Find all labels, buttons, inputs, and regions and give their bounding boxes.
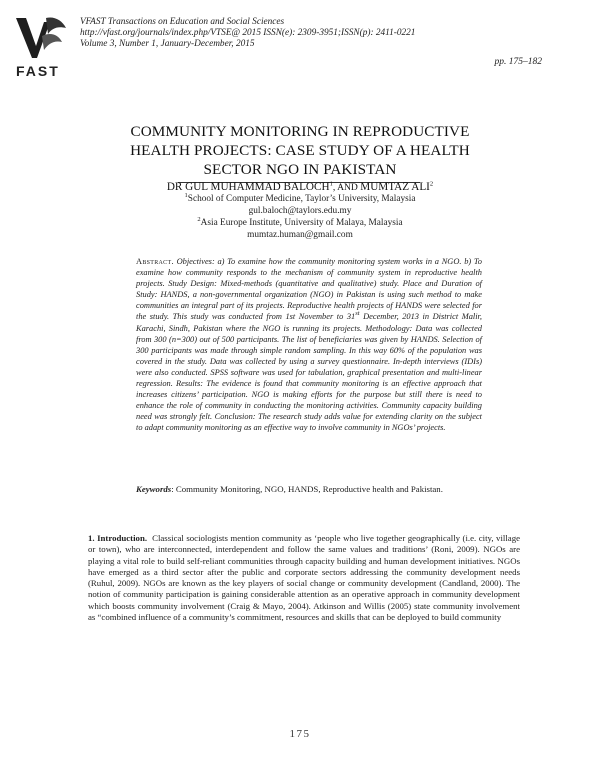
affiliation-2: $^2$Asia Europe Institute, University of Malaya, Malaysia xyxy=(197,215,403,228)
page-number: 175 xyxy=(289,728,311,740)
affiliation-1-email[interactable]: gul.baloch@taylors.edu.my xyxy=(248,206,352,216)
title-line-1: COMMUNITY MONITORING IN REPRODUCTIVE xyxy=(130,123,470,140)
affiliation-1: $^1$School of Computer Medicine, Taylor’s University, Malaysia xyxy=(184,191,416,204)
vfast-logo xyxy=(12,14,72,80)
abstract-text: Objectives: a) To examine how the community monitoring system works in a NGO. b) To examine how community responds to the mechanism of community system in reproductive health projects. Study Design: Mixed-methods (quantitative and qualitative) study. Place and Duration of Study: HANDS, a non-governmental organization (NGO) in Pakistan is using such method to make communities an integral part of its projects. Reproductive health projects of HANDS were selected for the study. This study was conducted from 1st November to 31st December, 2013 in District Malir, Karachi, Sindh, Pakistan where the NGO is running its projects. Methodology: Data was collected from 300 (n=300) out of 500 participants. The list of beneficiaries was given by HANDS. Selection of 300 participants was made through simple random sampling. In this way 60% of the population was covered in the study. Data was collected by using a survey questionnaire. In-depth interviews (IDIs) were also conducted. SPSS software was used for tabulation, graphical presentation and multi-linear regression. Results: The evidence is found that community monitoring is an effective approach that increases citizens’ participation. NGO is making efforts for the purpose but still there is need to enhance the role of community in conducting the monitoring activities. Community capacity building need was strongly felt. Conclusion: The research study adds value for extending clarity on the subject to adapt community monitoring as an effective way to involve community in NGOs’ projects. xyxy=(136,257,482,433)
affiliation-1-mark: 1 xyxy=(184,191,188,199)
author-1-mark: 1 xyxy=(329,180,333,188)
title-line-3: SECTOR NGO IN PAKISTAN xyxy=(203,160,397,178)
keywords-label: Keywords xyxy=(136,484,172,494)
page-range: pp. 175–182 xyxy=(494,57,542,67)
affiliation-2-email[interactable]: mumtaz.human@gmail.com xyxy=(247,230,353,240)
keywords-text: : Community Monitoring, NGO, HANDS, Reproductive health and Pakistan. xyxy=(171,484,443,494)
journal-name: VFAST Transactions on Education and Social Sciences xyxy=(80,17,285,27)
journal-info xyxy=(80,17,415,51)
title-line-2: HEALTH PROJECTS: CASE STUDY OF A HEALTH xyxy=(130,141,470,159)
abstract-label: Abstract. xyxy=(136,257,174,266)
introduction-text: Classical sociologists mention community as ‘people who live together geographically (i.e. city, village or town), who are interconnected, interdependent and follow the same values and traditions’ (Roni, 2009). NGOs are playing a vital role to build self-reliant communities through capacity building and human development initiatives. NGOs have emerged as a third sector after the public and corporate sectors addressing the community development needs (Ruhul, 2009). NGOs are known as the key players of social change or community development (Candland, 2000). The notion of community participation is gaining considerable attention as an operative approach in community development which boosts community involvement (Craig & Mayo, 2004). Atkinson and Willis (2005) state community involvement as “combined influence of a community’s commitment, resources and skills that can be deployed to build community xyxy=(88,533,520,622)
keywords xyxy=(136,484,482,495)
affiliation-2-mark: 2 xyxy=(197,215,201,223)
affiliations xyxy=(0,193,600,241)
journal-volume: Volume 3, Number 1, January-December, 2015 xyxy=(80,39,255,50)
author-list xyxy=(0,181,600,193)
author-2: MUMTAZ ALI xyxy=(360,181,430,193)
paper-title xyxy=(0,123,600,179)
introduction-section xyxy=(88,533,520,623)
introduction-heading: 1. Introduction. xyxy=(88,533,148,543)
abstract xyxy=(136,256,482,434)
author-1: DR GUL MUHAMMAD BALOCH xyxy=(166,181,330,193)
author-connector: , AND xyxy=(332,182,361,193)
logo-text: FAST xyxy=(16,63,60,79)
author-2-mark: 2 xyxy=(429,180,434,188)
abstract-sup: st xyxy=(355,310,360,318)
journal-url-issn[interactable]: http://vfast.org/journals/index.php/VTSE@ 2015 ISSN(e): 2309-3951;ISSN(p): 2411-0221 xyxy=(80,28,416,39)
